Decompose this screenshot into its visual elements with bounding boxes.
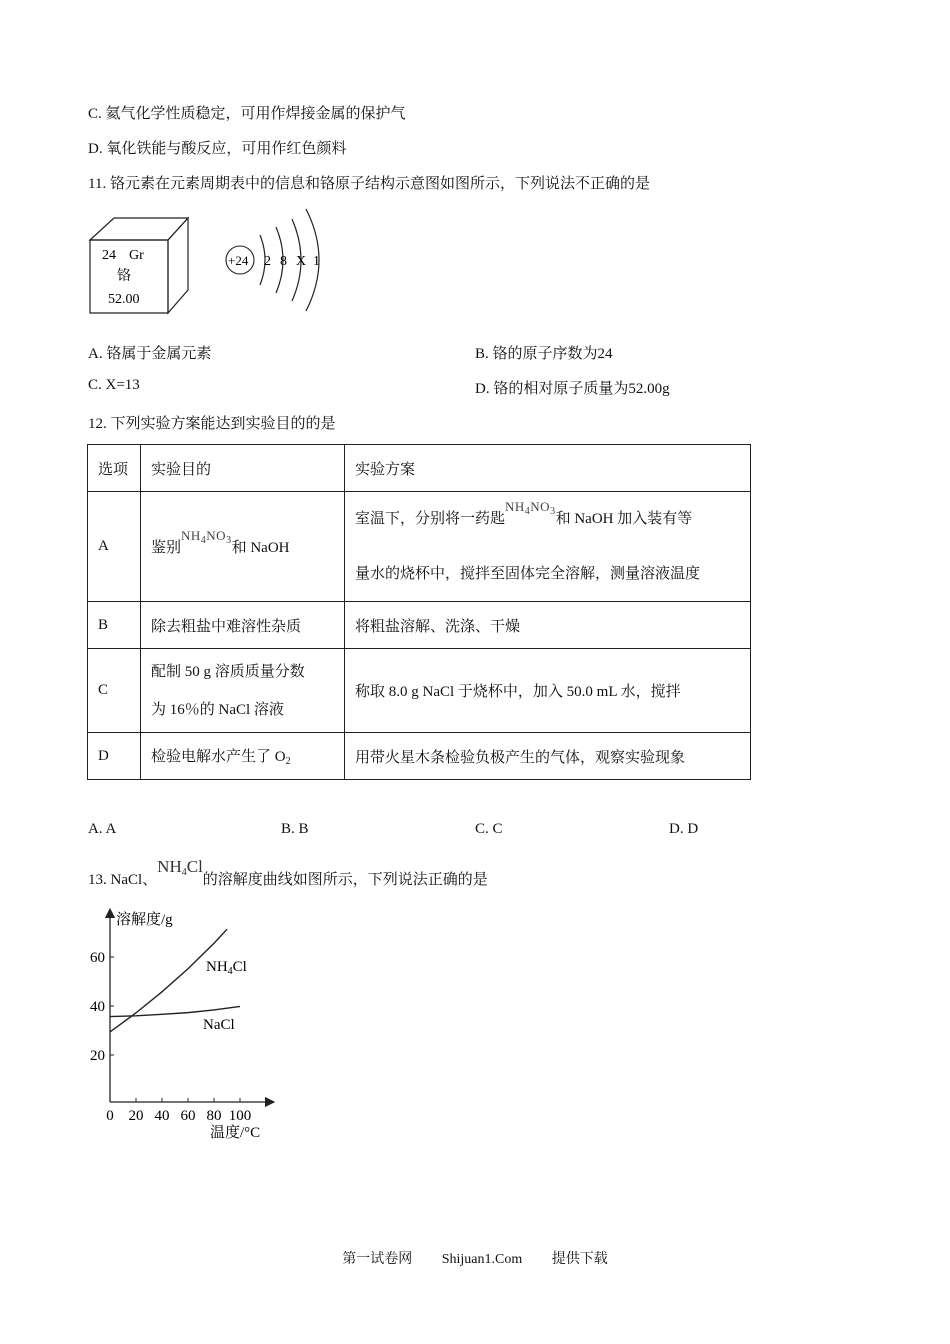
row-d-plan: 用带火星木条检验负极产生的气体，观察实验现象 (345, 733, 751, 780)
experiment-table (87, 444, 751, 780)
x-tick-label: 60 (180, 1108, 196, 1124)
q13-stem: 13. NaCl、$NH_4Cl$的溶解度曲线如图所示，下列说法正确的是 (88, 857, 488, 888)
q12-option-d: D. D (669, 821, 699, 837)
x-tick-label: 100 (228, 1108, 252, 1124)
q10-option-d: D. 氧化铁能与酸反应，可用作红色颜料 (88, 141, 347, 157)
x-tick-label: 80 (206, 1108, 222, 1124)
y-tick-label: 60 (90, 950, 105, 966)
chromium-figure (86, 205, 336, 315)
table-row (88, 733, 751, 780)
x-axis-label: 温度/°C (210, 1125, 261, 1141)
row-a-plan: 室温下，分别将一药匙$NH_4NO_3$和 NaOH 加入装有等 量水的烧杯中，搅拌至固体完全溶解，测量溶液温度 (345, 492, 751, 602)
nh4cl-series-label: $NH_4Cl$ (206, 959, 247, 977)
atom-structure (226, 209, 320, 311)
q11-option-b: B. 铬的原子序数为24 (475, 346, 613, 362)
table-row (88, 649, 751, 733)
nucleus-charge: +24 (228, 253, 249, 268)
y-axis-label: 溶解度/g (116, 912, 173, 928)
row-a-purpose: 鉴别$NH_4NO_3$和 NaOH (141, 492, 345, 602)
table-row (88, 492, 751, 602)
cell-symbol: Gr (129, 248, 144, 263)
nacl-series-label: NaCl (203, 1017, 235, 1033)
q12-option-a: A. A (88, 821, 117, 837)
footer-site: Shijuan1.Com (441, 1252, 523, 1267)
row-b-plan: 将粗盐溶解、洗涤、干燥 (345, 602, 751, 649)
row-c-option: C (88, 649, 141, 733)
footer-left: 第一试卷网 (342, 1252, 413, 1267)
row-c-plan: 称取 8.0 g NaCl 于烧杯中，加入 50.0 mL 水，搅拌 (345, 649, 751, 733)
shell-electrons-3: X (296, 254, 307, 269)
cell-name: 铬 (117, 269, 131, 284)
shell-electrons-2: 8 (280, 254, 287, 269)
y-tick-label: 40 (90, 999, 105, 1015)
shell-electrons-4: 1 (313, 254, 320, 269)
table-row (88, 602, 751, 649)
row-c-purpose: 配制 50 g 溶质质量分数 为 16％的 NaCl 溶液 (141, 649, 345, 733)
page-footer (0, 1248, 950, 1268)
x-tick-label: 40 (154, 1108, 170, 1124)
row-d-purpose: 检验电解水产生了 $O_2$ (141, 733, 345, 780)
shell-electrons-1: 2 (264, 254, 271, 269)
nacl-curve (110, 1006, 240, 1016)
row-b-purpose: 除去粗盐中难溶性杂质 (141, 602, 345, 649)
header-option: 选项 (88, 445, 141, 492)
q10-option-c: C. 氦气化学性质稳定，可用作焊接金属的保护气 (88, 106, 406, 122)
q11-stem: 11. 铬元素在元素周期表中的信息和铬原子结构示意图如图所示，下列说法不正确的是 (88, 176, 650, 192)
header-plan: 实验方案 (345, 445, 751, 492)
header-purpose: 实验目的 (141, 445, 345, 492)
q12-option-c: C. C (475, 821, 503, 837)
q12-stem: 12. 下列实验方案能达到实验目的的是 (88, 416, 336, 432)
x-tick-label: 20 (128, 1108, 144, 1124)
x-tick-label: 0 (106, 1108, 114, 1124)
row-d-option: D (88, 733, 141, 780)
periodic-cell (90, 218, 188, 313)
q11-option-a: A. 铬属于金属元素 (88, 346, 212, 362)
cell-mass: 52.00 (108, 292, 140, 307)
q11-option-c: C. X=13 (88, 377, 140, 393)
y-tick-label: 20 (90, 1048, 105, 1064)
row-a-option: A (88, 492, 141, 602)
q12-option-b: B. B (281, 821, 309, 837)
footer-right: 提供下载 (551, 1252, 608, 1267)
cell-number: 24 (102, 248, 116, 263)
q11-option-d: D. 铬的相对原子质量为52.00g (475, 381, 670, 397)
solubility-chart (80, 905, 290, 1145)
table-header-row (88, 445, 751, 492)
row-b-option: B (88, 602, 141, 649)
